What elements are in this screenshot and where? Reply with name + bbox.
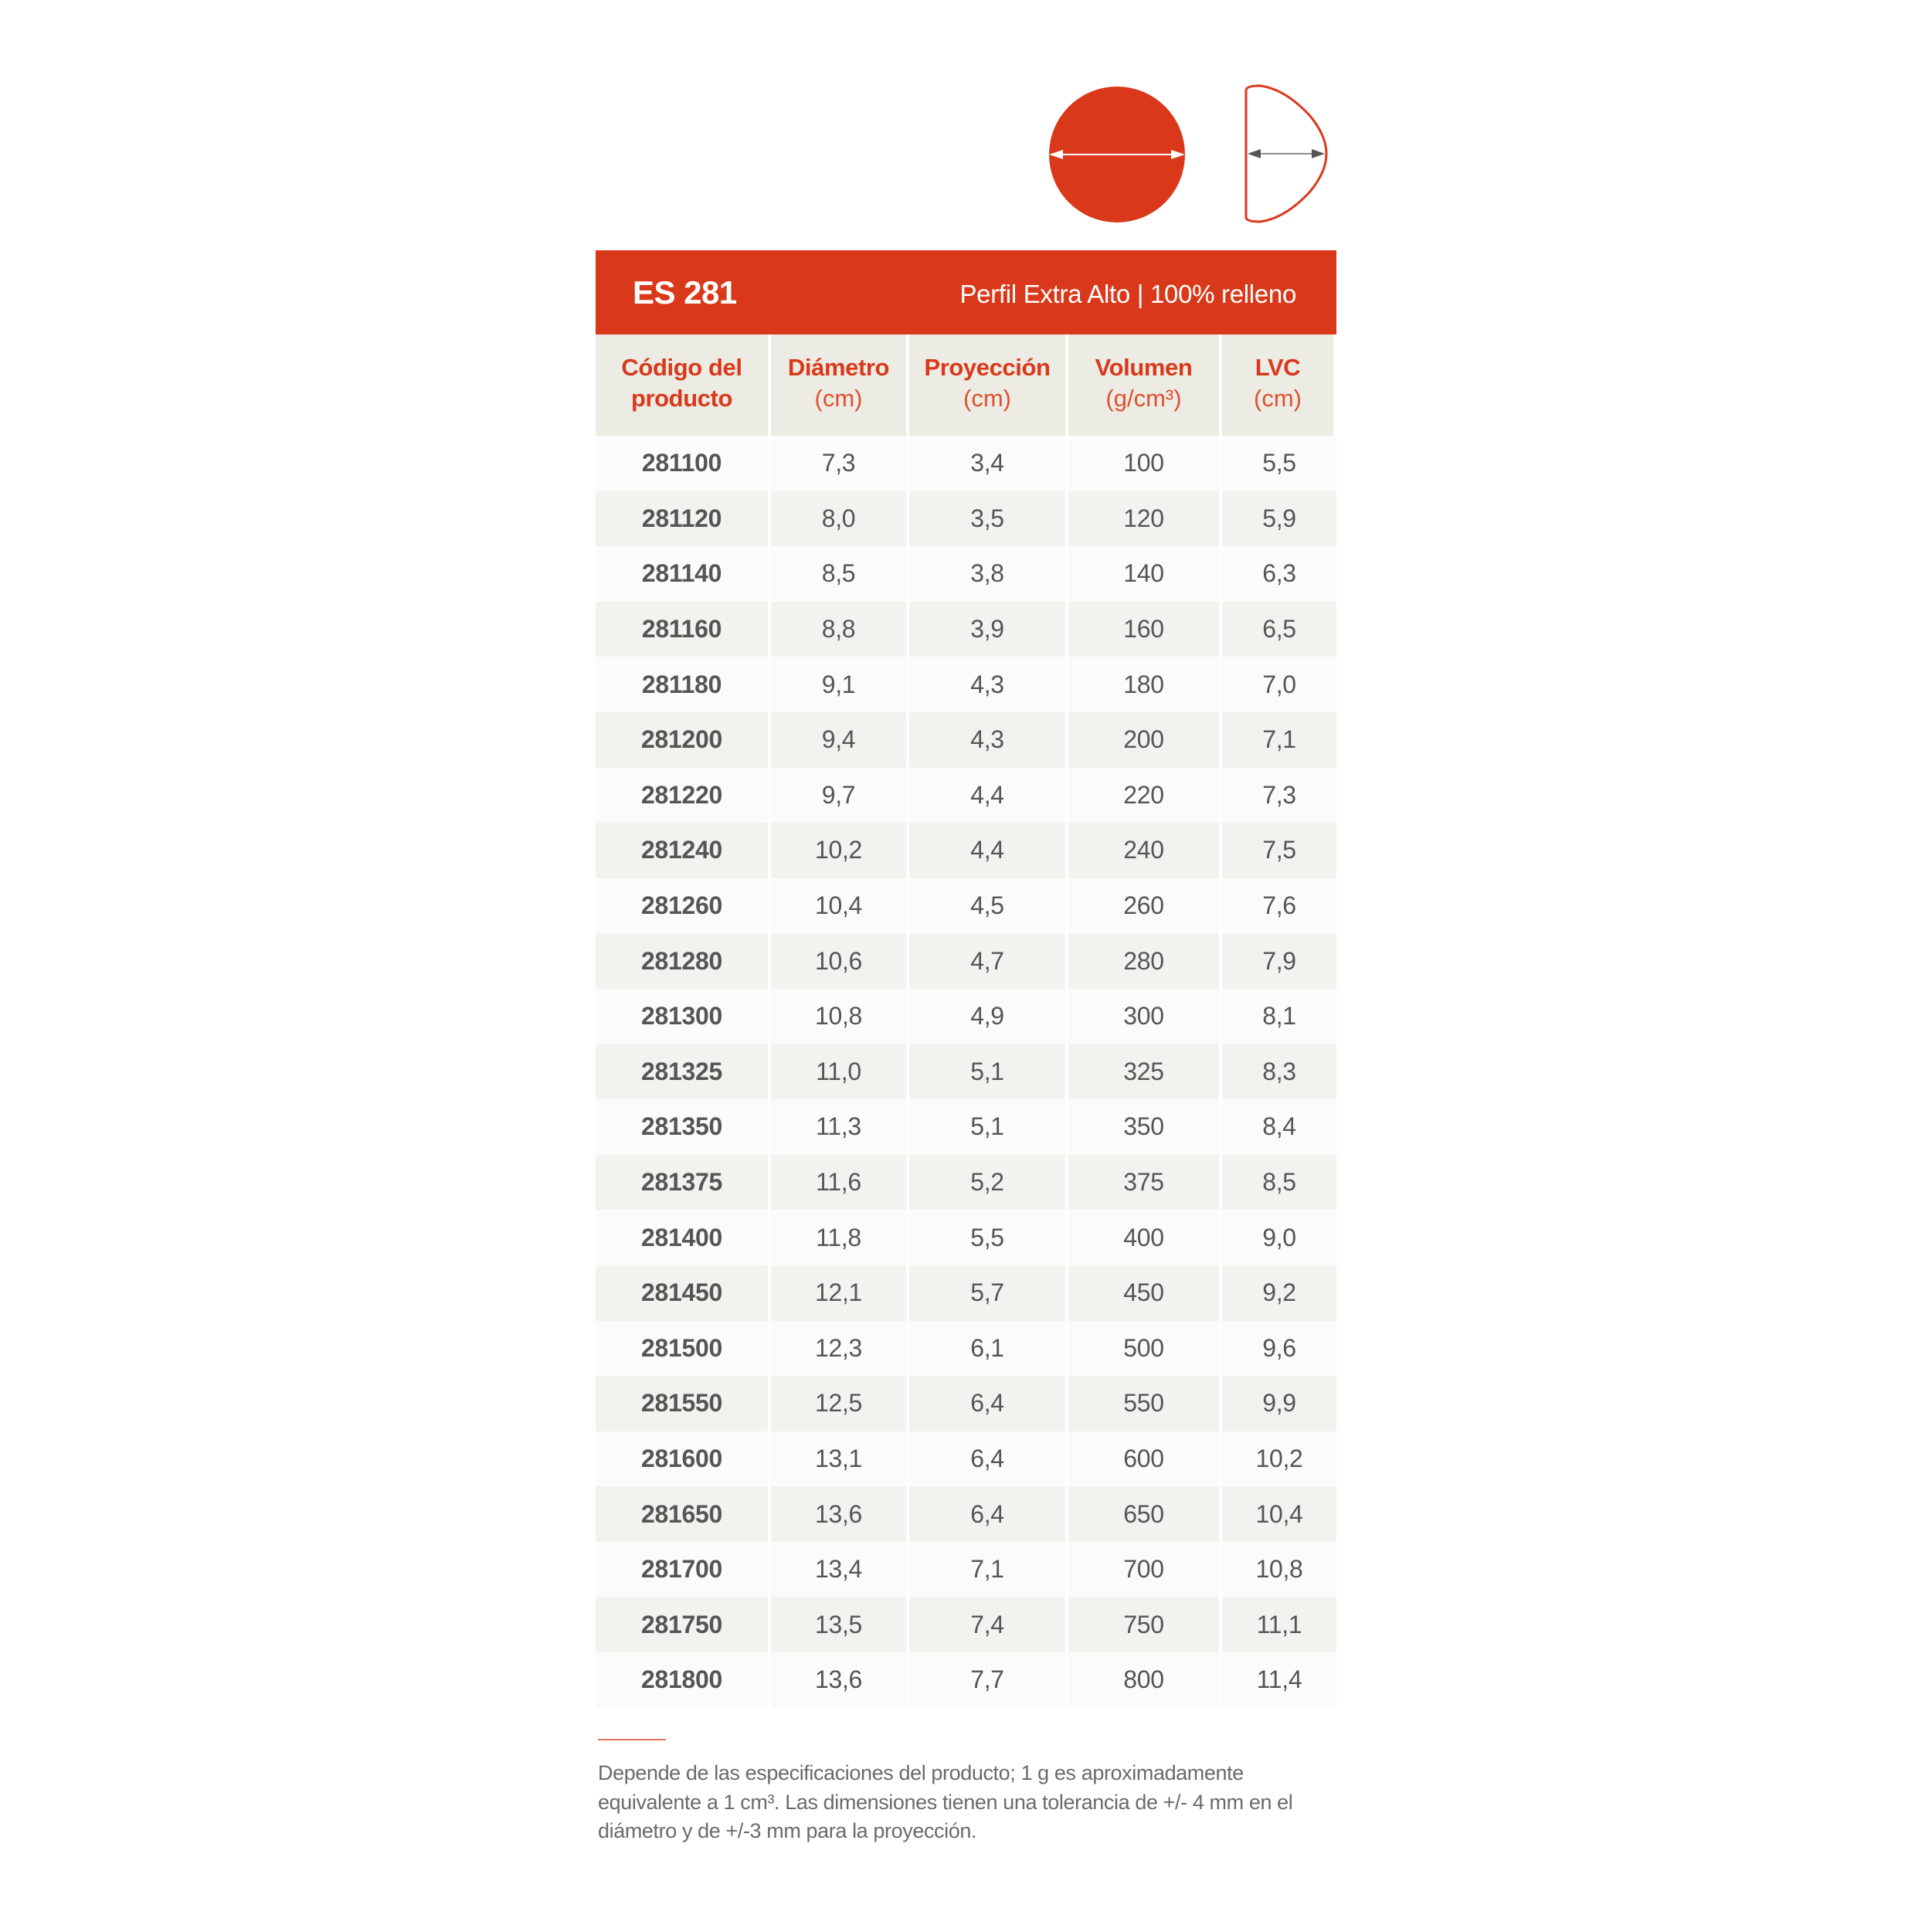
diameter-cell: 10,6 [771, 933, 909, 989]
projection-cell: 6,4 [909, 1376, 1068, 1431]
diameter-cell: 13,6 [771, 1652, 909, 1708]
diameter-cell: 13,1 [771, 1431, 909, 1487]
diameter-cell: 13,4 [771, 1542, 909, 1598]
diameter-cell: 13,5 [771, 1597, 909, 1652]
projection-cell: 5,5 [909, 1210, 1068, 1265]
lvc-cell: 11,4 [1222, 1652, 1336, 1708]
lvc-cell: 7,0 [1222, 657, 1336, 712]
projection-cell: 7,4 [909, 1597, 1068, 1652]
lvc-cell: 7,9 [1222, 933, 1336, 989]
column-header-unit: (cm) [814, 384, 863, 412]
column-header-volume [1068, 334, 1222, 436]
diameter-cell: 9,4 [771, 712, 909, 768]
projection-cell: 4,3 [909, 712, 1068, 768]
product-code-cell: 281280 [596, 933, 771, 989]
lvc-cell: 11,1 [1222, 1597, 1336, 1652]
volume-cell: 140 [1068, 546, 1222, 602]
diameter-cell: 8,5 [771, 546, 909, 602]
product-code-cell: 281350 [596, 1099, 771, 1155]
product-code-cell: 281120 [596, 491, 771, 547]
diameter-cell: 11,0 [771, 1044, 909, 1100]
volume-cell: 260 [1068, 878, 1222, 934]
product-line-subtitle: Perfil Extra Alto | 100% relleno [959, 280, 1296, 308]
diameter-cell: 8,0 [771, 491, 909, 547]
volume-cell: 400 [1068, 1210, 1222, 1265]
diameter-cell: 10,4 [771, 878, 909, 934]
product-code-cell: 281550 [596, 1376, 771, 1431]
projection-cell: 3,9 [909, 602, 1068, 657]
product-code-cell: 281450 [596, 1265, 771, 1321]
volume-cell: 280 [1068, 933, 1222, 989]
volume-cell: 200 [1068, 712, 1222, 768]
product-code-cell: 281240 [596, 823, 771, 878]
column-header-title: LVC [1255, 353, 1301, 381]
projection-cell: 3,4 [909, 436, 1068, 491]
volume-cell: 450 [1068, 1265, 1222, 1321]
projection-cell: 4,5 [909, 878, 1068, 934]
lvc-cell: 6,3 [1222, 546, 1336, 602]
column-header-unit: (cm) [1254, 384, 1302, 412]
projection-cell: 4,3 [909, 657, 1068, 712]
column-header-projection [909, 334, 1068, 436]
projection-cell: 4,4 [909, 768, 1068, 823]
volume-cell: 800 [1068, 1652, 1222, 1708]
projection-cell: 6,1 [909, 1321, 1068, 1377]
product-code-cell: 281160 [596, 602, 771, 657]
product-code-cell: 281260 [596, 878, 771, 934]
volume-cell: 500 [1068, 1321, 1222, 1377]
volume-cell: 120 [1068, 491, 1222, 547]
volume-cell: 240 [1068, 823, 1222, 878]
diameter-cell: 10,8 [771, 989, 909, 1044]
implant-profile-projection-icon [1240, 81, 1333, 226]
diameter-cell: 9,7 [771, 768, 909, 823]
volume-cell: 220 [1068, 768, 1222, 823]
lvc-cell: 9,2 [1222, 1265, 1336, 1321]
diameter-cell: 9,1 [771, 657, 909, 712]
projection-cell: 7,1 [909, 1542, 1068, 1598]
lvc-cell: 7,5 [1222, 823, 1336, 878]
projection-cell: 7,7 [909, 1652, 1068, 1708]
projection-cell: 6,4 [909, 1486, 1068, 1542]
column-header-unit: (cm) [963, 384, 1011, 412]
diameter-cell: 11,6 [771, 1155, 909, 1210]
volume-cell: 300 [1068, 989, 1222, 1044]
volume-cell: 180 [1068, 657, 1222, 712]
projection-cell: 4,9 [909, 989, 1068, 1044]
diameter-cell: 8,8 [771, 602, 909, 657]
footnote-divider [598, 1739, 666, 1740]
lvc-cell: 8,4 [1222, 1099, 1336, 1155]
product-code-cell: 281220 [596, 768, 771, 823]
volume-cell: 700 [1068, 1542, 1222, 1598]
volume-cell: 550 [1068, 1376, 1222, 1431]
product-code-cell: 281180 [596, 657, 771, 712]
volume-cell: 375 [1068, 1155, 1222, 1210]
projection-cell: 5,2 [909, 1155, 1068, 1210]
projection-cell: 5,7 [909, 1265, 1068, 1321]
diameter-cell: 11,3 [771, 1099, 909, 1155]
lvc-cell: 8,1 [1222, 989, 1336, 1044]
product-code-cell: 281750 [596, 1597, 771, 1652]
diameter-cell: 12,1 [771, 1265, 909, 1321]
product-code-cell: 281375 [596, 1155, 771, 1210]
lvc-cell: 9,6 [1222, 1321, 1336, 1377]
product-code-cell: 281100 [596, 436, 771, 491]
diameter-cell: 13,6 [771, 1486, 909, 1542]
column-header-title: Código del [621, 353, 742, 381]
diameter-cell: 11,8 [771, 1210, 909, 1265]
product-code-cell: 281400 [596, 1210, 771, 1265]
lvc-cell: 7,3 [1222, 768, 1336, 823]
product-code-cell: 281500 [596, 1321, 771, 1377]
volume-cell: 160 [1068, 602, 1222, 657]
product-code-cell: 281200 [596, 712, 771, 768]
diameter-cell: 12,3 [771, 1321, 909, 1377]
lvc-cell: 5,9 [1222, 491, 1336, 547]
volume-cell: 750 [1068, 1597, 1222, 1652]
projection-cell: 4,7 [909, 933, 1068, 989]
diameter-cell: 12,5 [771, 1376, 909, 1431]
product-code-cell: 281300 [596, 989, 771, 1044]
lvc-cell: 6,5 [1222, 602, 1336, 657]
product-code-cell: 281700 [596, 1542, 771, 1598]
column-header-title: Proyección [924, 353, 1051, 381]
lvc-cell: 10,2 [1222, 1431, 1336, 1487]
volume-cell: 650 [1068, 1486, 1222, 1542]
volume-cell: 600 [1068, 1431, 1222, 1487]
projection-cell: 6,4 [909, 1431, 1068, 1487]
volume-cell: 325 [1068, 1044, 1222, 1100]
lvc-cell: 7,1 [1222, 712, 1336, 768]
projection-cell: 3,5 [909, 491, 1068, 547]
table-title-bar [596, 250, 1336, 334]
lvc-cell: 10,4 [1222, 1486, 1336, 1542]
volume-cell: 350 [1068, 1099, 1222, 1155]
product-spec-table [596, 250, 1336, 1708]
lvc-cell: 9,9 [1222, 1376, 1336, 1431]
diameter-cell: 10,2 [771, 823, 909, 878]
column-header-unit: (g/cm³) [1105, 384, 1182, 412]
round-implant-front-diameter-icon [1047, 84, 1187, 225]
lvc-cell: 5,5 [1222, 436, 1336, 491]
column-header-lvc [1222, 334, 1336, 436]
projection-cell: 5,1 [909, 1044, 1068, 1100]
product-code-cell: 281325 [596, 1044, 771, 1100]
column-header-title-line2: producto [630, 384, 733, 412]
diameter-cell: 7,3 [771, 436, 909, 491]
column-header-diameter [771, 334, 909, 436]
product-code-cell: 281800 [596, 1652, 771, 1708]
projection-cell: 3,8 [909, 546, 1068, 602]
product-code-cell: 281600 [596, 1431, 771, 1487]
column-header-code [596, 334, 771, 436]
product-code-cell: 281140 [596, 546, 771, 602]
lvc-cell: 9,0 [1222, 1210, 1336, 1265]
lvc-cell: 8,5 [1222, 1155, 1336, 1210]
product-code-cell: 281650 [596, 1486, 771, 1542]
lvc-cell: 8,3 [1222, 1044, 1336, 1100]
column-header-title: Diámetro [787, 353, 890, 381]
footnote-text: Depende de las especificaciones del producto; 1 g es aproximadamente equivalente a 1 cm³. Las dimensiones tienen una tolerancia de +/- 4 mm en el diámetro y de +/-3 mm para la proyección. [598, 1761, 1293, 1842]
lvc-cell: 10,8 [1222, 1542, 1336, 1598]
lvc-cell: 7,6 [1222, 878, 1336, 934]
projection-cell: 4,4 [909, 823, 1068, 878]
table-grid [596, 334, 1336, 1708]
column-header-title: Volumen [1095, 353, 1193, 381]
projection-cell: 5,1 [909, 1099, 1068, 1155]
volume-cell: 100 [1068, 436, 1222, 491]
product-line-code: ES 281 [633, 274, 737, 311]
